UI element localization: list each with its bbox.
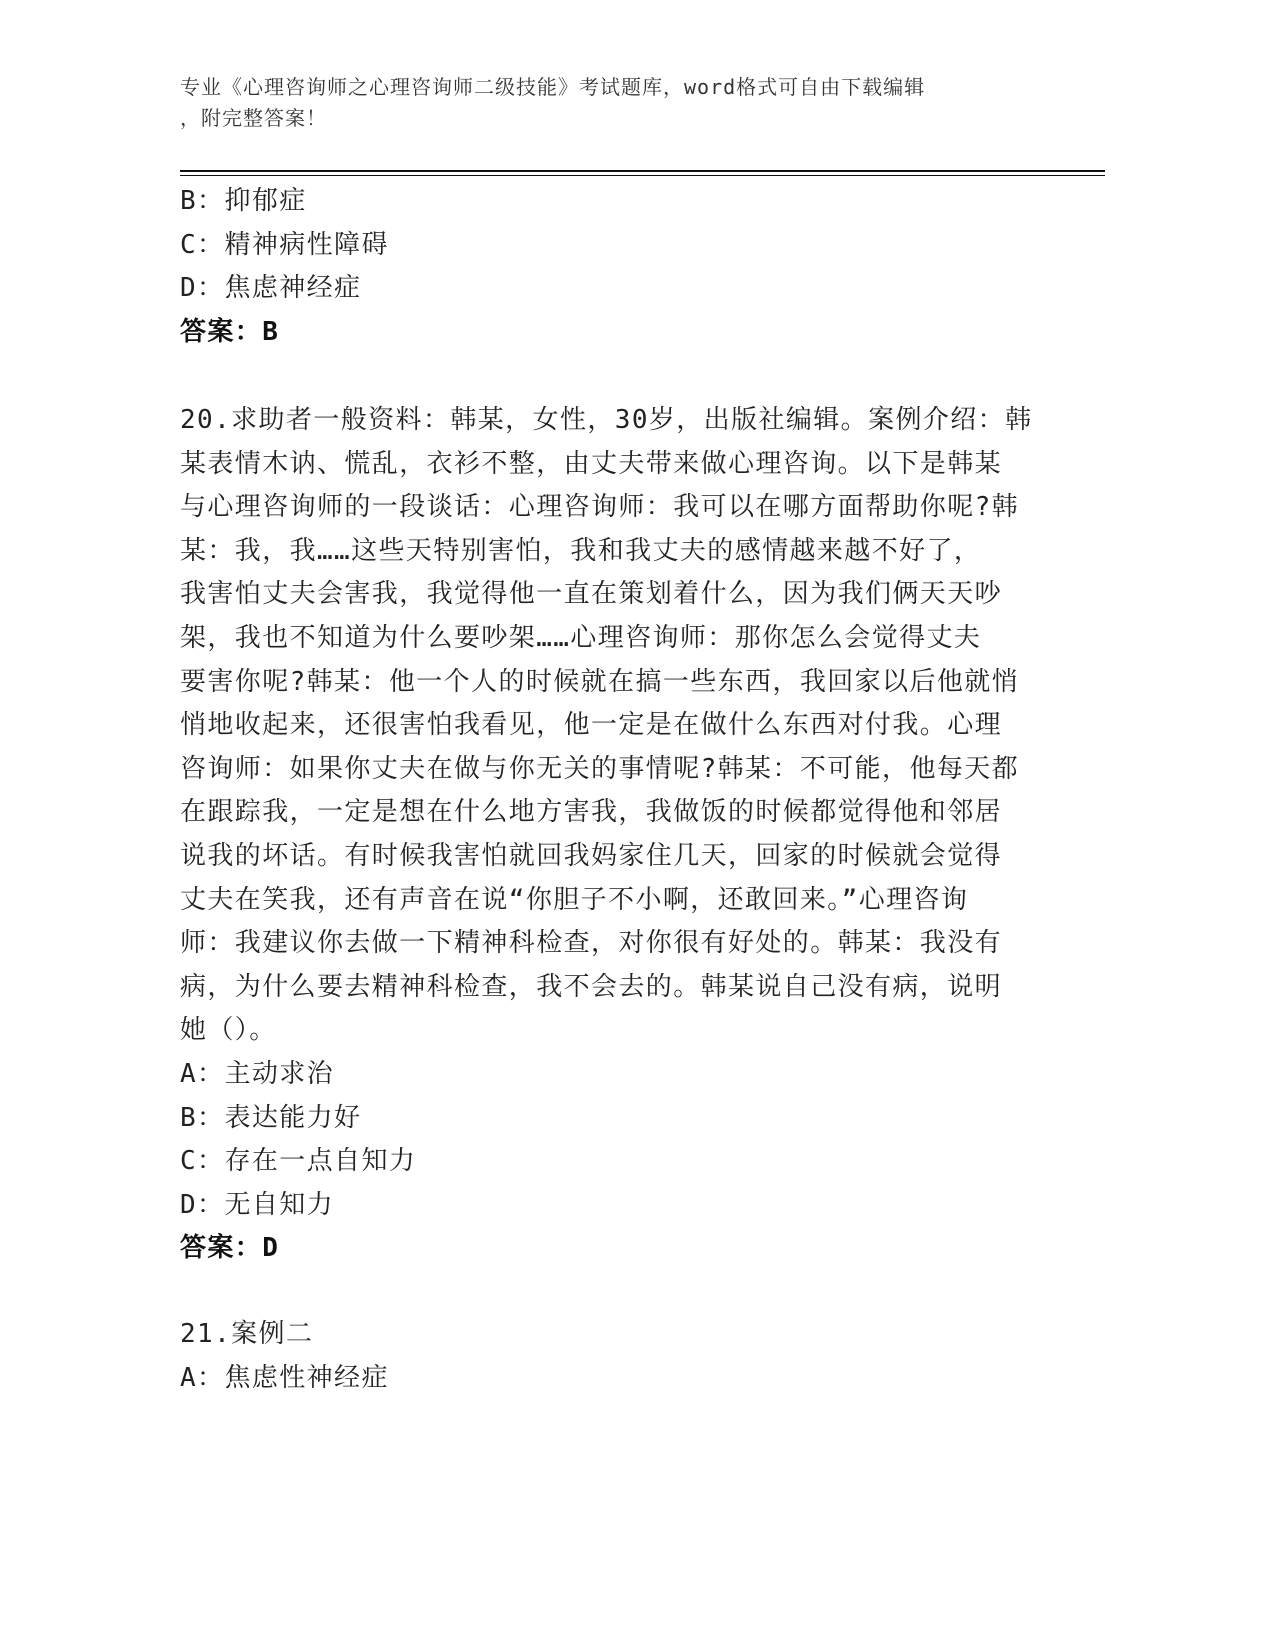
question-title: 21.案例二: [180, 1319, 314, 1349]
answer-label: 答案：D: [180, 1233, 280, 1264]
question-text-line: 要害你呢?韩某：他一个人的时候就在搞一些东西，我回家以后他就悄: [180, 666, 1020, 697]
question-text-line: 咨询师：如果你丈夫在做与你无关的事情呢?韩某：不可能，他每天都: [180, 753, 1020, 784]
question-text-line: 在跟踪我，一定是想在什么地方害我，我做饭的时候都觉得他和邻居: [180, 797, 1003, 828]
option-item: D：焦虑神经症: [180, 273, 362, 304]
question-text-line: 架，我也不知道为什么要吵架……心理咨询师：那你怎么会觉得丈夫: [180, 623, 982, 653]
header-rule-top: [180, 170, 1105, 172]
question-text-line: 师：我建议你去做一下精神科检查，对你很有好处的。韩某：我没有: [180, 928, 1003, 959]
question-text-line: 她（）。: [180, 1015, 277, 1046]
question-text-line: 病，为什么要去精神科检查，我不会去的。韩某说自己没有病，说明: [180, 971, 1003, 1002]
option-item: C：精神病性障碍: [180, 229, 389, 260]
question-text-line: 某：我，我……这些天特别害怕，我和我丈夫的感情越来越不好了，: [180, 535, 982, 566]
question-text-line: 与心理咨询师的一段谈话：心理咨询师：我可以在哪方面帮助你呢?韩: [180, 492, 1020, 523]
question-text-line: 丈夫在笑我，还有声音在说“你胆子不小啊，还敢回来。”心理咨询: [180, 884, 969, 915]
header-rule-bottom: [180, 175, 1105, 176]
question-text-line: 我害怕丈夫会害我，我觉得他一直在策划着什么，因为我们俩天天吵: [180, 579, 1003, 610]
question-text-line: 说我的坏话。有时候我害怕就回我妈家住几天，回家的时候就会觉得: [180, 841, 1003, 871]
question-text-line: 某表情木讷、慌乱，衣衫不整，由丈夫带来做心理咨询。以下是韩某: [180, 448, 1003, 479]
header-line-1: 专业《心理咨询师之心理咨询师二级技能》考试题库，word格式可自由下载编辑: [180, 75, 926, 99]
option-item: B：抑郁症: [180, 186, 307, 216]
option-item: D：无自知力: [180, 1189, 335, 1220]
option-item: C：存在一点自知力: [180, 1146, 417, 1177]
option-item: B：表达能力好: [180, 1102, 362, 1133]
question-text-line: 20.求助者一般资料：韩某，女性，30岁，出版社编辑。案例介绍：韩: [180, 405, 1033, 435]
question-text-line: 悄地收起来，还很害怕我看见，他一定是在做什么东西对付我。心理: [180, 710, 1003, 741]
option-item: A：主动求治: [180, 1059, 335, 1089]
answer-label: 答案：B: [180, 316, 280, 347]
header-line-2: ，附完整答案！: [180, 106, 327, 130]
option-item: A：焦虑性神经症: [180, 1362, 389, 1393]
